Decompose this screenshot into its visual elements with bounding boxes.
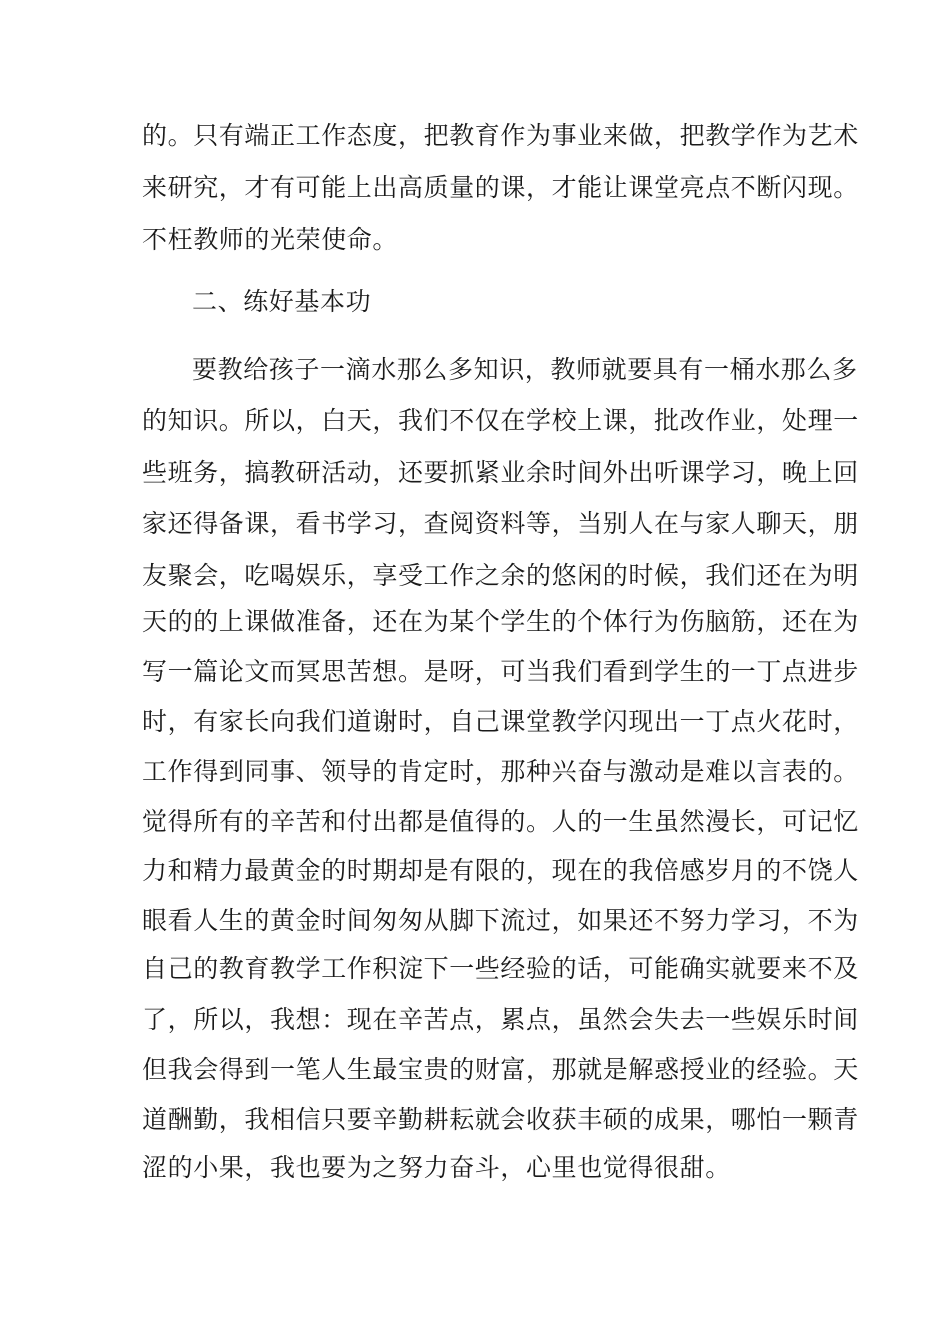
text-line: 觉得所有的辛苦和付出都是值得的。人的一生虽然漫长，可记忆 — [142, 807, 859, 836]
text-line: 力和精力最黄金的时期却是有限的，现在的我倍感岁月的不饶人 — [142, 856, 859, 885]
text-line: 写一篇论文而冥思苦想。是呀，可当我们看到学生的一丁点进步 — [142, 657, 859, 686]
paragraph-first-line: 要教给孩子一滴水那么多知识，教师就要具有一桶水那么多 — [192, 355, 858, 384]
text-line: 家还得备课，看书学习，查阅资料等，当别人在与家人聊天，朋 — [142, 509, 859, 538]
text-line: 不枉教师的光荣使命。 — [142, 225, 399, 254]
text-line: 工作得到同事、领导的肯定时，那种兴奋与激动是难以言表的。 — [142, 757, 859, 786]
text-line: 些班务，搞教研活动，还要抓紧业余时间外出听课学习，晚上回 — [142, 458, 859, 487]
text-line: 天的的上课做准备，还在为某个学生的个体行为伤脑筋，还在为 — [142, 607, 859, 636]
text-line: 友聚会，吃喝娱乐，享受工作之余的悠闲的时候，我们还在为明 — [142, 561, 859, 590]
text-line: 时，有家长向我们道谢时，自己课堂教学闪现出一丁点火花时， — [142, 707, 859, 736]
text-line: 但我会得到一笔人生最宝贵的财富，那就是解惑授业的经验。天 — [142, 1055, 859, 1084]
text-line: 眼看人生的黄金时间匆匆从脚下流过，如果还不努力学习，不为 — [142, 906, 859, 935]
text-line: 道酬勤，我相信只要辛勤耕耘就会收获丰硕的成果，哪怕一颗青 — [142, 1105, 859, 1134]
text-line: 的知识。所以，白天，我们不仅在学校上课，批改作业，处理一 — [142, 406, 859, 435]
text-line: 的。只有端正工作态度，把教育作为事业来做，把教学作为艺术 — [142, 121, 859, 150]
text-line: 涩的小果，我也要为之努力奋斗，心里也觉得很甜。 — [142, 1153, 731, 1182]
text-line: 了，所以，我想：现在辛苦点，累点，虽然会失去一些娱乐时间 — [142, 1005, 859, 1034]
text-line: 来研究，才有可能上出高质量的课，才能让课堂亮点不断闪现。 — [142, 173, 859, 202]
text-line: 自己的教育教学工作积淀下一些经验的话，可能确实就要来不及 — [142, 954, 859, 983]
section-heading: 二、练好基本功 — [192, 287, 372, 316]
